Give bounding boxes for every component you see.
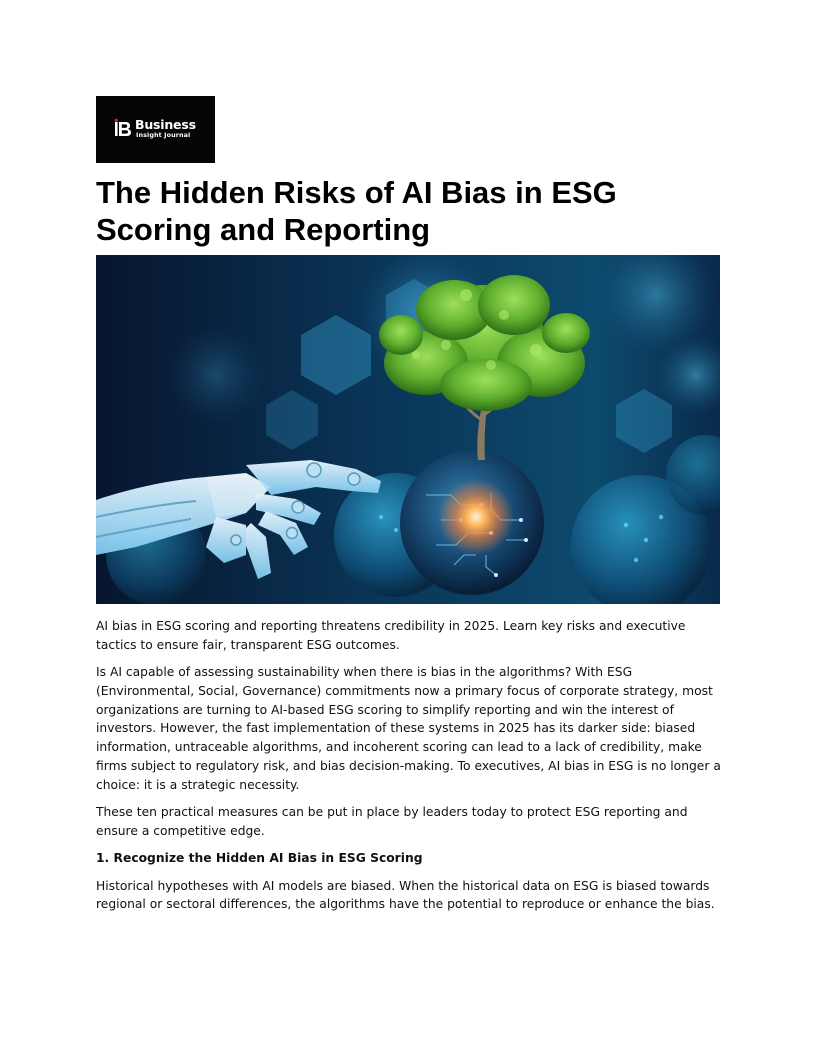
article-paragraph: These ten practical measures can be put in place by leaders today to protect ESG reporting and ensure a competitive edge. [96, 805, 688, 838]
article-paragraph: Is AI capable of assessing sustainability when there is bias in the algorithms? With ESG (Environmental, Social, Governance) commitments now a primary focus of corporate strategy, most organizations are turning to AI-based ESG scoring to simplify reporting and win the interest of investors. However, the fast implementation of these systems in 2025 has its darker side: biased information, untraceable algorithms, and incoherent scoring can lead to a lack of credibility, make firms subject to regulatory risk, and bias decision-making. To executives, AI bias in ESG is no longer a choice: it is a strategic necessity. [96, 665, 721, 792]
brand-name: Business [135, 117, 196, 132]
article-summary: AI bias in ESG scoring and reporting threatens credibility in 2025. Learn key risks and executive tactics to ensure fair, transparent ESG outcomes. [96, 619, 686, 652]
article-body [96, 617, 722, 923]
hero-image [96, 255, 720, 604]
brand-logo [96, 96, 215, 163]
article-title: The Hidden Risks of AI Bias in ESG Scoring and Reporting [96, 175, 617, 247]
brand-mark-icon [112, 118, 134, 140]
section-heading: 1. Recognize the Hidden AI Bias in ESG Scoring [96, 851, 423, 866]
brand-tagline: Insight Journal [136, 131, 191, 139]
article-paragraph: Historical hypotheses with AI models are biased. When the historical data on ESG is biased towards regional or sectoral differences, the algorithms have the potential to reproduce or enhance the bias. [96, 878, 715, 912]
hero-illustration [96, 255, 720, 604]
